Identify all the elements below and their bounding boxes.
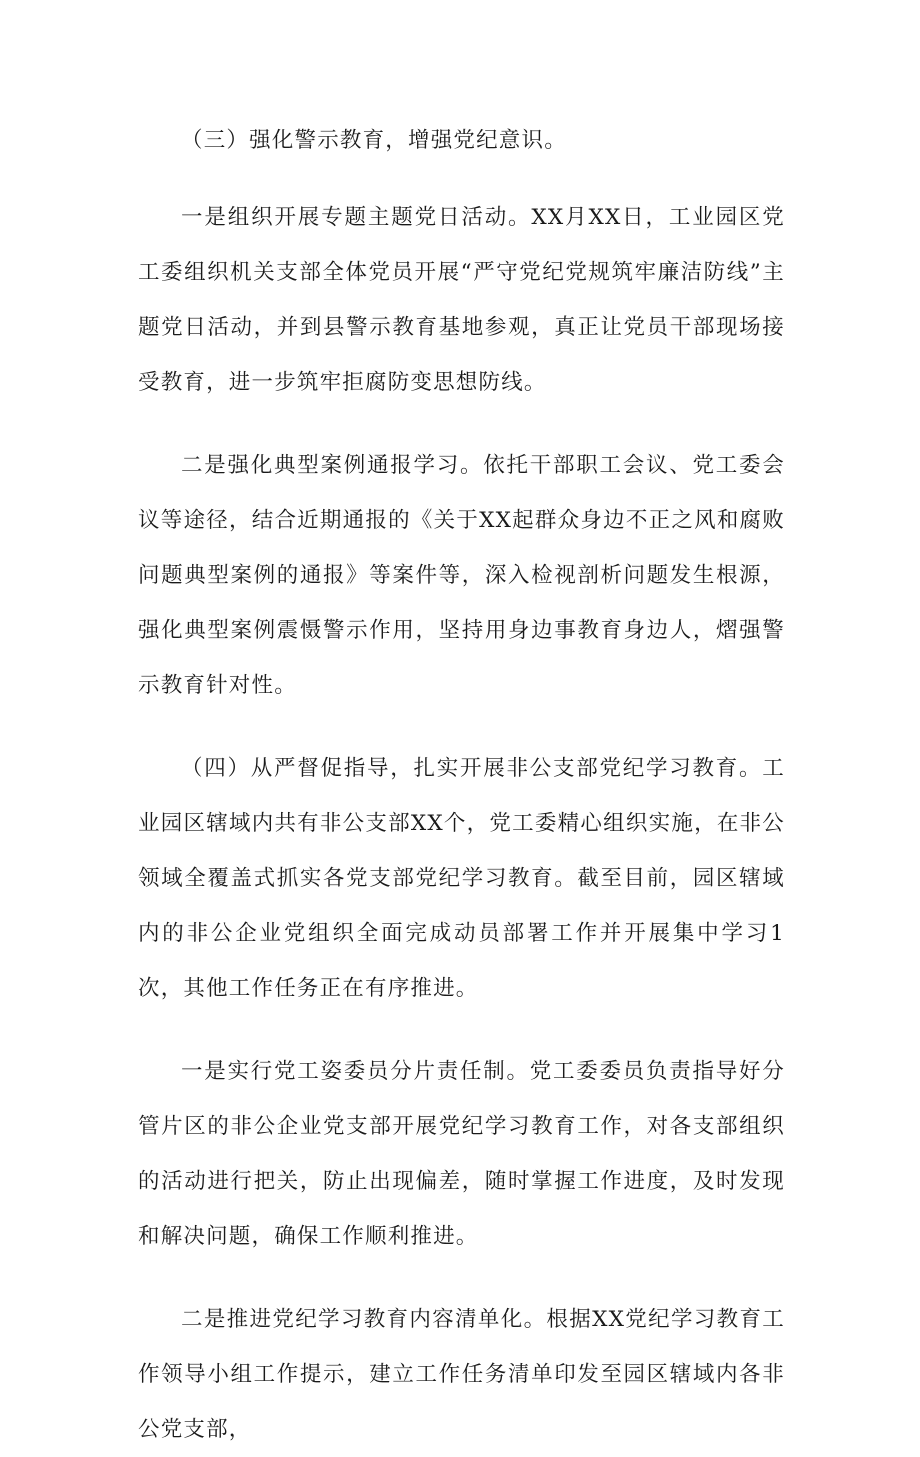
paragraph-theme-party-day: 一是组织开展专题主题党日活动。XX月XX日，工业园区党工委组织机关支部全体党员开展“严守党纪党规筑牢廉洁防线”主题党日活动，并到县警示教育基地参观，真正让党员干部现场接受教育，进一步筑牢拒腐防变思想防线。 — [138, 205, 785, 395]
paragraph-zone-responsibility: 一是实行党工姿委员分片责任制。党工委委员负责指导好分管片区的非公企业党支部开展党纪学习教育工作，对各支部组织的活动进行把关，防止出现偏差，随时掌握工作进度，及时发现和解决问题，确保工作顺利推进。 — [138, 1059, 785, 1249]
section-heading-three: （三）强化警示教育，增强党纪意识。 — [181, 128, 567, 153]
paragraph-case-study: 二是强化典型案例通报学习。依托干部职工会议、党工委会议等途径，结合近期通报的《关于XX起群众身边不正之风和腐败问题典型案例的通报》等案件等，深入检视剖析问题发生根源，强化典型案例震慑警示作用，坚持用身边事教育身边人，熠强警示教育针对性。 — [138, 453, 785, 698]
section-heading-four-paragraph: （四）从严督促指导，扎实开展非公支部党纪学习教育。工业园区辖域内共有非公支部XX个，党工委精心组织实施，在非公领域全覆盖式抓实各党支部党纪学习教育。截至目前，园区辖域内的非公企业党组织全面完成动员部署工作并开展集中学习1次，其他工作任务正在有序推进。 — [138, 756, 785, 1001]
paragraph-content-checklist: 二是推进党纪学习教育内容清单化。根据XX党纪学习教育工作领导小组工作提示，建立工作任务清单印发至园区辖域内各非公党支部， — [138, 1307, 785, 1442]
